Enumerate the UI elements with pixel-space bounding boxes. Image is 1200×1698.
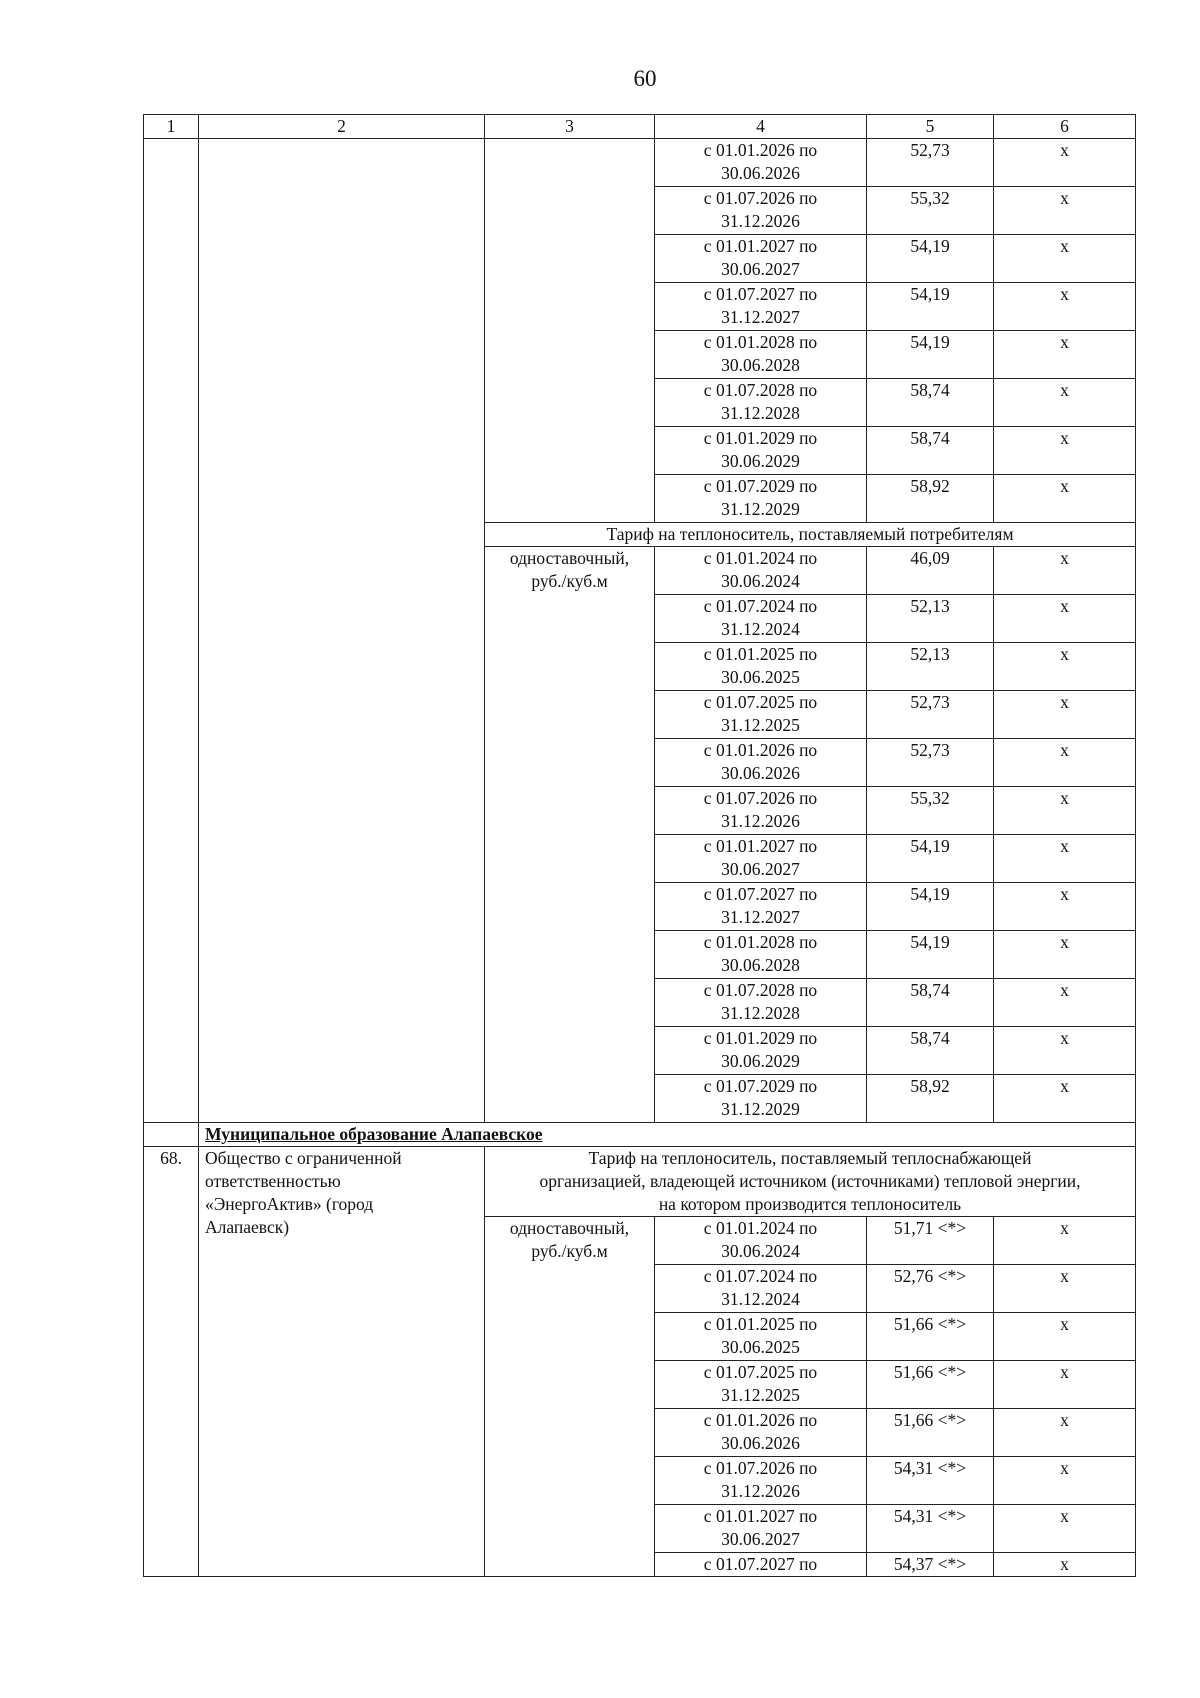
column-number: 6 bbox=[994, 115, 1136, 139]
organization-cell bbox=[199, 139, 485, 1123]
period-cell: с 01.07.2027 по bbox=[655, 1553, 867, 1577]
mark-cell: х bbox=[994, 691, 1136, 739]
mark-cell: х bbox=[994, 643, 1136, 691]
tariff-value-cell: 55,32 bbox=[867, 187, 994, 235]
number-cell bbox=[144, 139, 199, 1123]
table-row bbox=[144, 139, 1136, 187]
page-number: 60 bbox=[633, 66, 657, 91]
text-line: с 01.07.2026 по bbox=[703, 788, 818, 808]
text-line: 31.12.2024 bbox=[721, 619, 800, 639]
tariff-value-cell: 51,66 <*> bbox=[867, 1361, 994, 1409]
text-line: 30.06.2024 bbox=[721, 571, 800, 591]
period-cell bbox=[655, 187, 867, 235]
period-cell bbox=[655, 1409, 867, 1457]
text-line: 31.12.2026 bbox=[721, 1481, 800, 1501]
mark-cell: х bbox=[994, 979, 1136, 1027]
text-line: с 01.01.2028 по bbox=[703, 932, 818, 952]
text-line: 30.06.2026 bbox=[721, 163, 800, 183]
text-line: с 01.01.2029 по bbox=[703, 1028, 818, 1048]
text-line: «ЭнергоАктив» (город bbox=[205, 1194, 374, 1214]
tariff-value-cell: 54,31 <*> bbox=[867, 1505, 994, 1553]
text-line: с 01.01.2025 по bbox=[703, 1314, 818, 1334]
text-line: с 01.07.2025 по bbox=[703, 692, 818, 712]
column-number: 2 bbox=[199, 115, 485, 139]
tariff-table bbox=[143, 114, 1136, 1577]
tariff-value-cell: 58,74 bbox=[867, 379, 994, 427]
tariff-value-cell: 51,66 <*> bbox=[867, 1313, 994, 1361]
period-cell bbox=[655, 547, 867, 595]
mark-cell: х bbox=[994, 427, 1136, 475]
column-number: 4 bbox=[655, 115, 867, 139]
municipality-row bbox=[144, 1123, 1136, 1147]
text-line: 31.12.2025 bbox=[721, 1385, 800, 1405]
entry-68-row bbox=[144, 1147, 1136, 1217]
text-line: с 01.01.2026 по bbox=[703, 1410, 818, 1430]
period-cell bbox=[655, 331, 867, 379]
mark-cell: х bbox=[994, 1075, 1136, 1123]
period-cell bbox=[655, 1457, 867, 1505]
tariff-value-cell: 54,31 <*> bbox=[867, 1457, 994, 1505]
unit-cell bbox=[485, 547, 655, 1123]
text-line: руб./куб.м bbox=[531, 571, 608, 591]
mark-cell: х bbox=[994, 1457, 1136, 1505]
text-line: с 01.07.2028 по bbox=[703, 980, 818, 1000]
mark-cell: х bbox=[994, 475, 1136, 523]
tariff-value-cell: 54,19 bbox=[867, 235, 994, 283]
period-cell bbox=[655, 691, 867, 739]
mark-cell: х bbox=[994, 235, 1136, 283]
tariff-value-cell: 54,37 <*> bbox=[867, 1553, 994, 1577]
tariff-value-cell: 46,09 bbox=[867, 547, 994, 595]
text-line: на котором производится теплоноситель bbox=[658, 1194, 962, 1214]
unit-cell bbox=[485, 1217, 655, 1577]
period-cell bbox=[655, 1217, 867, 1265]
text-line: 30.06.2024 bbox=[721, 1241, 800, 1261]
text-line: с 01.07.2025 по bbox=[703, 1362, 818, 1382]
mark-cell: х bbox=[994, 187, 1136, 235]
period-cell bbox=[655, 1505, 867, 1553]
tariff-value-cell: 58,74 bbox=[867, 427, 994, 475]
column-number: 5 bbox=[867, 115, 994, 139]
text-line: 30.06.2025 bbox=[721, 667, 800, 687]
mark-cell: х bbox=[994, 1217, 1136, 1265]
text-line: 31.12.2029 bbox=[721, 1099, 800, 1119]
period-cell bbox=[655, 643, 867, 691]
text-line: 31.12.2024 bbox=[721, 1289, 800, 1309]
text-line: 30.06.2029 bbox=[721, 451, 800, 471]
text-line: с 01.07.2027 по bbox=[703, 884, 818, 904]
tariff-value-cell: 54,19 bbox=[867, 883, 994, 931]
period-cell bbox=[655, 739, 867, 787]
period-cell bbox=[655, 283, 867, 331]
text-line: 31.12.2025 bbox=[721, 715, 800, 735]
tariff-value-cell: 58,92 bbox=[867, 475, 994, 523]
column-number: 1 bbox=[144, 115, 199, 139]
period-cell bbox=[655, 835, 867, 883]
mark-cell: х bbox=[994, 595, 1136, 643]
mark-cell: х bbox=[994, 283, 1136, 331]
tariff-value-cell: 52,73 bbox=[867, 691, 994, 739]
mark-cell: х bbox=[994, 787, 1136, 835]
mark-cell: х bbox=[994, 379, 1136, 427]
period-cell bbox=[655, 379, 867, 427]
text-line: с 01.01.2027 по bbox=[703, 836, 818, 856]
tariff-value-cell: 54,19 bbox=[867, 931, 994, 979]
tariff-value-cell: 58,92 bbox=[867, 1075, 994, 1123]
text-line: 31.12.2027 bbox=[721, 907, 800, 927]
text-line: Тариф на теплоноситель, поставляемый теплоснабжающей bbox=[588, 1148, 1032, 1168]
mark-cell: х bbox=[994, 835, 1136, 883]
text-line: с 01.01.2029 по bbox=[703, 428, 818, 448]
municipality-title: Муниципальное образование Алапаевское bbox=[199, 1123, 1136, 1147]
text-line: с 01.07.2028 по bbox=[703, 380, 818, 400]
text-line: с 01.01.2026 по bbox=[703, 140, 818, 160]
text-line: с 01.01.2024 по bbox=[703, 1218, 818, 1238]
period-cell bbox=[655, 931, 867, 979]
text-line: организацией, владеющей источником (источниками) тепловой энергии, bbox=[539, 1171, 1081, 1191]
period-cell bbox=[655, 1027, 867, 1075]
text-line: с 01.07.2027 по bbox=[703, 284, 818, 304]
period-cell bbox=[655, 427, 867, 475]
mark-cell: х bbox=[994, 1027, 1136, 1075]
section-title: Тариф на теплоноситель, поставляемый потребителям bbox=[485, 523, 1136, 547]
tariff-value-cell: 54,19 bbox=[867, 283, 994, 331]
text-line: 31.12.2028 bbox=[721, 1003, 800, 1023]
text-line: с 01.01.2027 по bbox=[703, 1506, 818, 1526]
period-cell bbox=[655, 475, 867, 523]
tariff-value-cell: 58,74 bbox=[867, 1027, 994, 1075]
text-line: с 01.01.2028 по bbox=[703, 332, 818, 352]
period-cell bbox=[655, 235, 867, 283]
tariff-value-cell: 55,32 bbox=[867, 787, 994, 835]
mark-cell: х bbox=[994, 1265, 1136, 1313]
tariff-value-cell: 58,74 bbox=[867, 979, 994, 1027]
period-cell bbox=[655, 787, 867, 835]
text-line: 30.06.2028 bbox=[721, 355, 800, 375]
text-line: 30.06.2028 bbox=[721, 955, 800, 975]
text-line: руб./куб.м bbox=[531, 1241, 608, 1261]
text-line: одноставочный, bbox=[509, 548, 630, 568]
tariff-value-cell: 54,19 bbox=[867, 331, 994, 379]
mark-cell: х bbox=[994, 139, 1136, 187]
tariff-value-cell: 54,19 bbox=[867, 835, 994, 883]
text-line: 30.06.2027 bbox=[721, 859, 800, 879]
text-line: 30.06.2025 bbox=[721, 1337, 800, 1357]
text-line: Алапаевск) bbox=[205, 1217, 290, 1237]
tariff-value-cell: 52,73 bbox=[867, 739, 994, 787]
tariff-value-cell: 52,76 <*> bbox=[867, 1265, 994, 1313]
tariff-value-cell: 52,73 bbox=[867, 139, 994, 187]
tariff-value-cell: 51,66 <*> bbox=[867, 1409, 994, 1457]
column-number-row bbox=[144, 115, 1136, 139]
unit-cell bbox=[485, 139, 655, 523]
text-line: ответственностью bbox=[205, 1171, 341, 1191]
text-line: 30.06.2027 bbox=[721, 259, 800, 279]
mark-cell: х bbox=[994, 1409, 1136, 1457]
period-cell bbox=[655, 595, 867, 643]
mark-cell: х bbox=[994, 931, 1136, 979]
period-cell bbox=[655, 979, 867, 1027]
period-cell bbox=[655, 1265, 867, 1313]
text-line: 30.06.2029 bbox=[721, 1051, 800, 1071]
mark-cell: х bbox=[994, 1505, 1136, 1553]
mark-cell: х bbox=[994, 1553, 1136, 1577]
text-line: 30.06.2026 bbox=[721, 1433, 800, 1453]
tariff-table-body bbox=[144, 115, 1136, 1577]
text-line: с 01.07.2024 по bbox=[703, 1266, 818, 1286]
text-line: 31.12.2028 bbox=[721, 403, 800, 423]
mark-cell: х bbox=[994, 547, 1136, 595]
text-line: с 01.07.2029 по bbox=[703, 476, 818, 496]
organization-name bbox=[199, 1147, 485, 1577]
tariff-value-cell: 52,13 bbox=[867, 643, 994, 691]
text-line: 30.06.2027 bbox=[721, 1529, 800, 1549]
period-cell bbox=[655, 1075, 867, 1123]
text-line: с 01.01.2024 по bbox=[703, 548, 818, 568]
period-cell bbox=[655, 883, 867, 931]
text-line: одноставочный, bbox=[509, 1218, 630, 1238]
number-cell bbox=[144, 1123, 199, 1147]
tariff-value-cell: 52,13 bbox=[867, 595, 994, 643]
period-cell bbox=[655, 1361, 867, 1409]
period-cell bbox=[655, 139, 867, 187]
text-line: Общество с ограниченной bbox=[205, 1148, 402, 1168]
text-line: с 01.01.2026 по bbox=[703, 740, 818, 760]
text-line: 31.12.2026 bbox=[721, 811, 800, 831]
mark-cell: х bbox=[994, 739, 1136, 787]
text-line: с 01.01.2027 по bbox=[703, 236, 818, 256]
text-line: 30.06.2026 bbox=[721, 763, 800, 783]
mark-cell: х bbox=[994, 1313, 1136, 1361]
mark-cell: х bbox=[994, 883, 1136, 931]
text-line: 31.12.2026 bbox=[721, 211, 800, 231]
text-line: с 01.07.2029 по bbox=[703, 1076, 818, 1096]
text-line: с 01.07.2026 по bbox=[703, 1458, 818, 1478]
text-line: 31.12.2029 bbox=[721, 499, 800, 519]
tariff-value-cell: 51,71 <*> bbox=[867, 1217, 994, 1265]
column-number: 3 bbox=[485, 115, 655, 139]
mark-cell: х bbox=[994, 331, 1136, 379]
section-title bbox=[485, 1147, 1136, 1217]
text-line: 31.12.2027 bbox=[721, 307, 800, 327]
text-line: с 01.07.2026 по bbox=[703, 188, 818, 208]
text-line: с 01.07.2024 по bbox=[703, 596, 818, 616]
text-line: с 01.01.2025 по bbox=[703, 644, 818, 664]
row-number: 68. bbox=[144, 1147, 199, 1577]
period-cell bbox=[655, 1313, 867, 1361]
mark-cell: х bbox=[994, 1361, 1136, 1409]
